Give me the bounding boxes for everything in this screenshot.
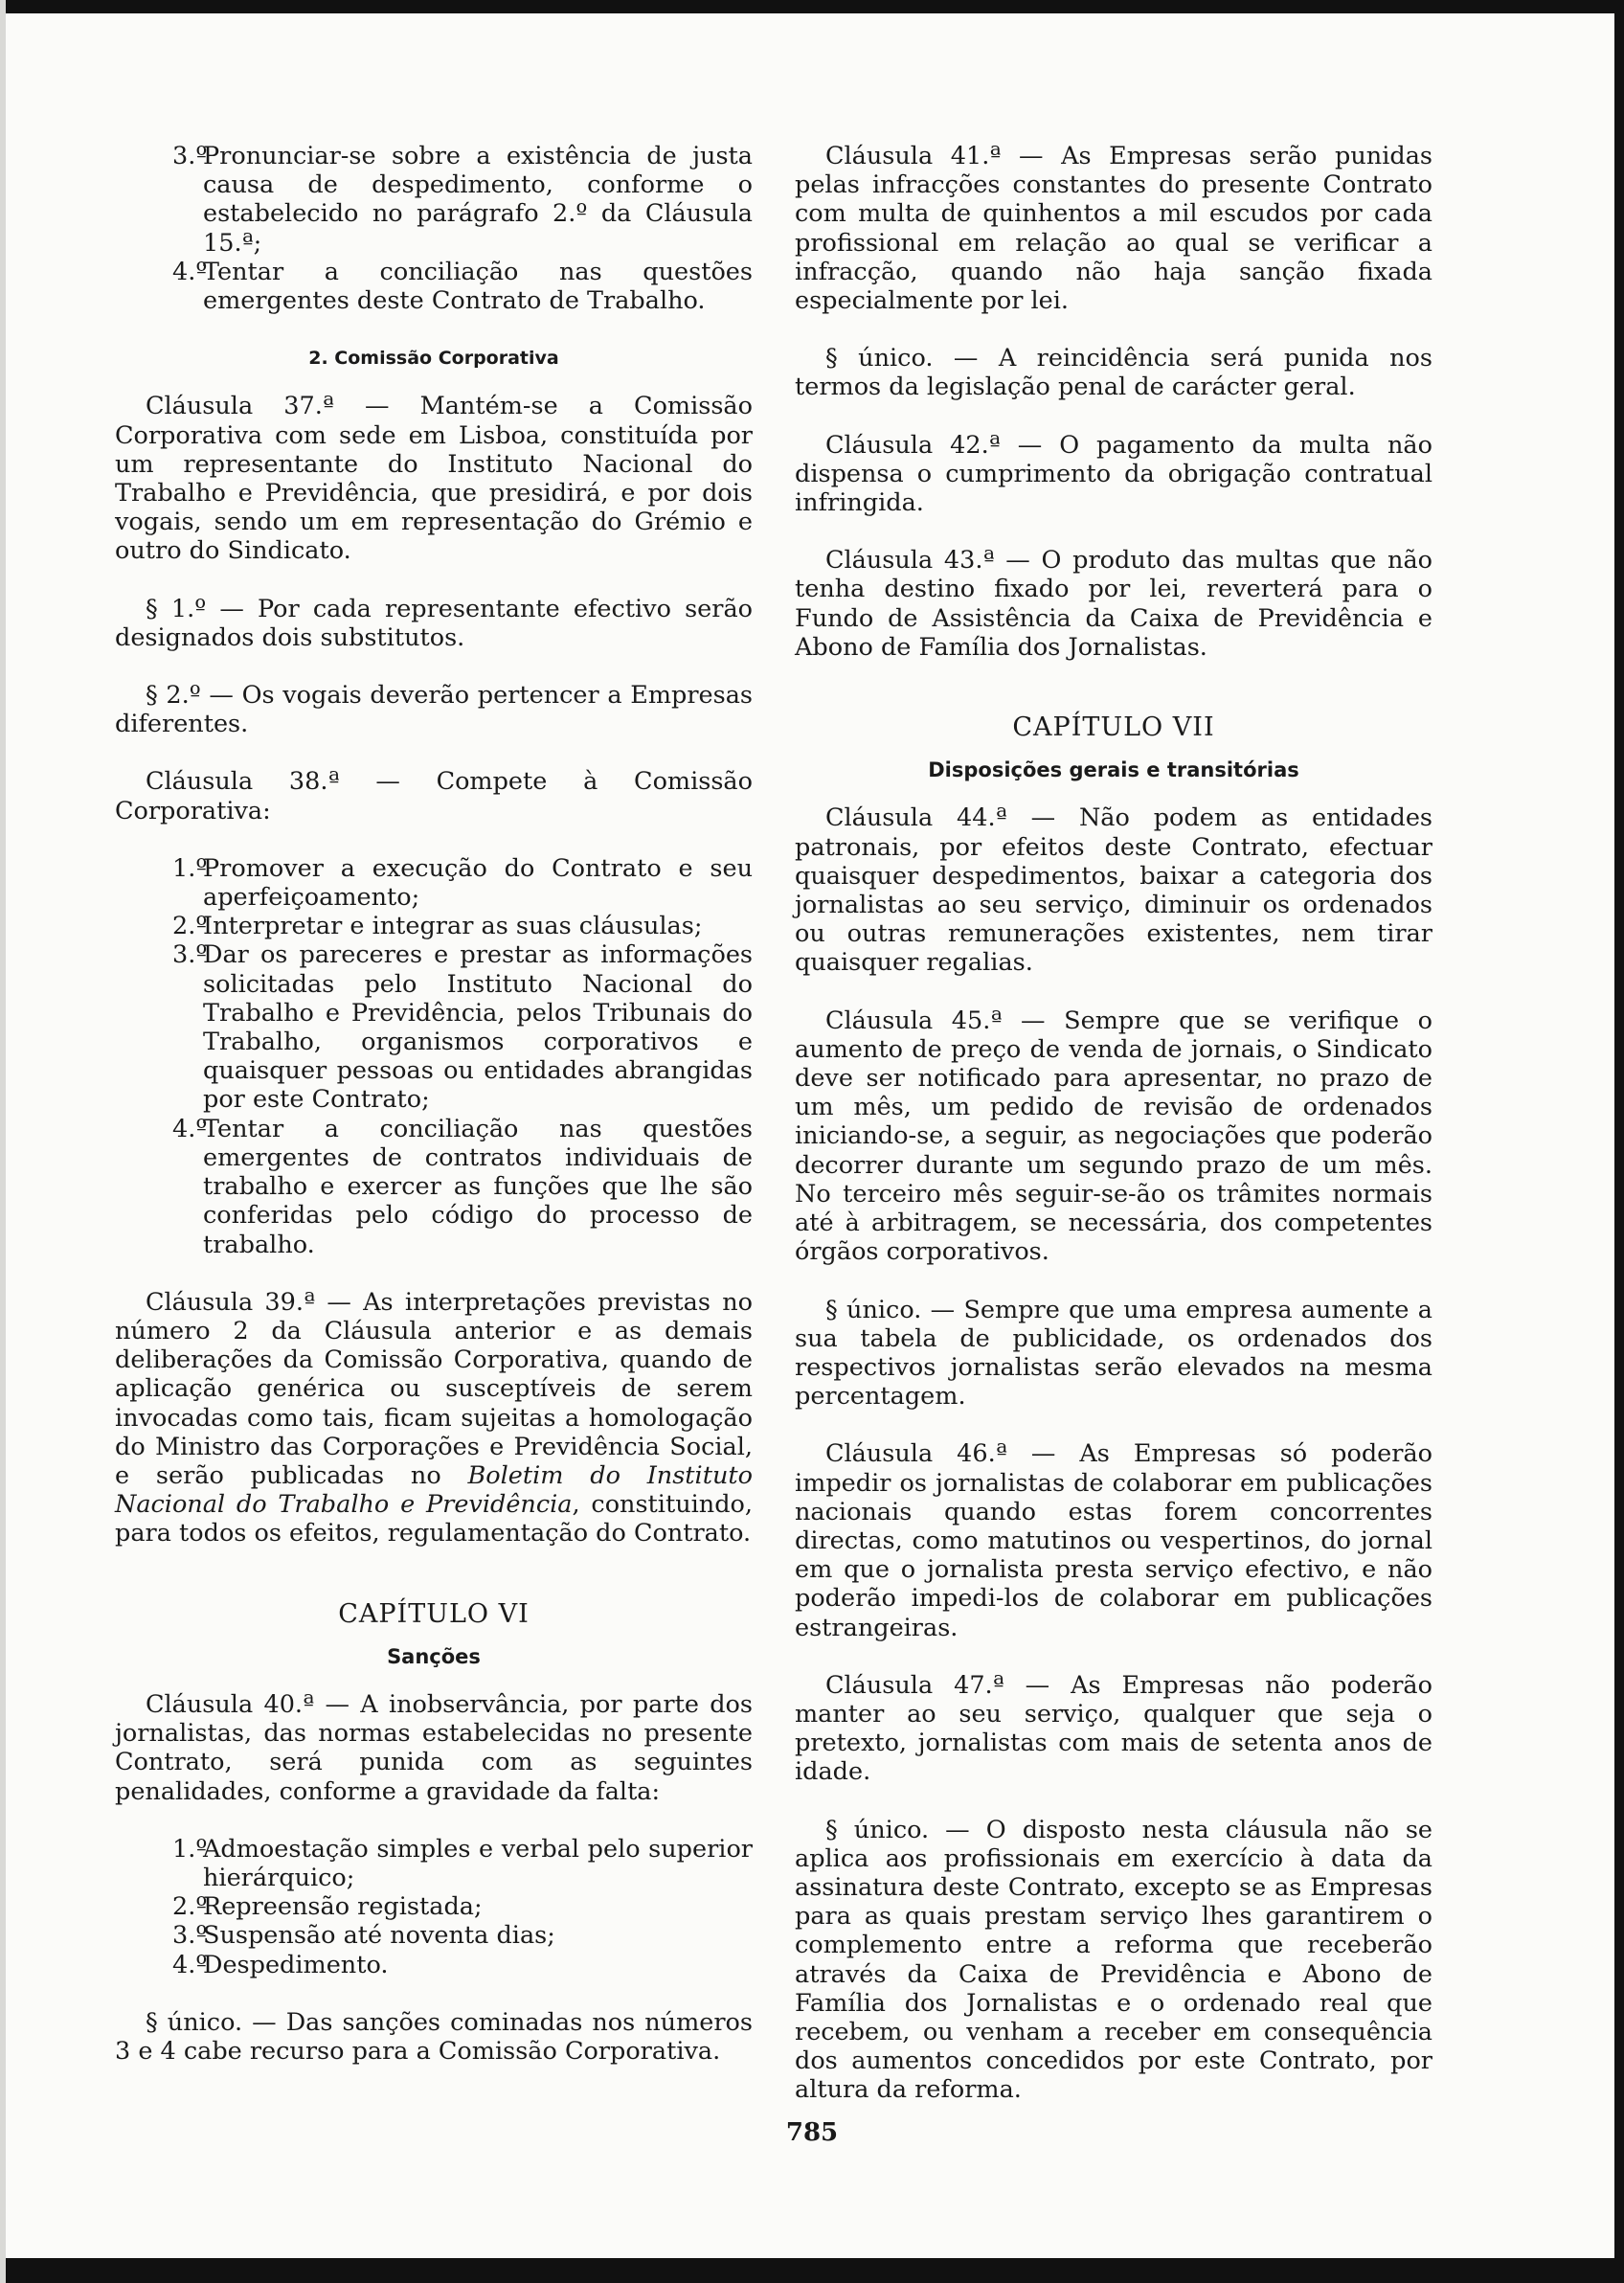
clause-37-paragraph-1: § 1.º — Por cada representante efectivo serão designados dois substitutos. [115,594,753,652]
list-item [115,854,753,912]
clause-45: Cláusula 45.ª — Sempre que se verifique o aumento de preço de venda de jornais, o Sindicato deve ser notificado para apresentar, no prazo de um mês, um pedido de revisão de ordenados iniciando-se, a seguir, as negociações que poderão decorrer durante um segundo prazo de um mês. No terceiro mês seguir-se-ão os trâmites normais até à arbitragem, se necessária, dos competentes órgãos corporativos. [795,1006,1432,1267]
list-text: Pronunciar-se sobre a existência de justa causa de despedimento, conforme o estabelecido no parágrafo 2.º da Cláusula 15.ª; [203,142,753,258]
list-number: 3.º [172,142,208,170]
list-number: 2.º [172,912,208,941]
clause-40: Cláusula 40.ª — A inobservância, por parte dos jornalistas, das normas estabelecidas no presente Contrato, será punida com as seguintes penalidades, conforme a gravidade da falta: [115,1689,753,1806]
list-text: Dar os pareceres e prestar as informações solicitadas pelo Instituto Nacional do Trabalho e Previdência, pelos Tribunais do Trabalho, organismos corporativos e quaisquer pessoas ou entidades abrangidas por este Contrato; [203,940,753,1115]
chapter-vi-subtitle: Sanções [387,1644,481,1668]
clause-40-unico: § único. — Das sanções cominadas nos números 3 e 4 cabe recurso para a Comissão Corporativa. [115,2007,753,2066]
list-text: Repreensão registada; [203,1892,483,1922]
clause-46: Cláusula 46.ª — As Empresas só poderão impedir os jornalistas de colaborar em publicações nacionais quando estas forem concorrentes directas, como matutinos ou vespertinos, do jornal em que o jornalista presta serviço efectivo, e não poderão impedi-los de colaborar em publicações estrangeiras. [795,1439,1432,1642]
page-number: 785 [785,2118,839,2147]
clause-39-text-b: , constituindo, para todos os efeitos, regulamentação do Contrato. [115,1490,753,1548]
chapter-vi-heading: CAPÍTULO VI [338,1598,530,1629]
scan-border-left [0,0,6,2283]
list-text: Tentar a conciliação nas questões emergentes deste Contrato de Trabalho. [203,257,753,316]
list-text: Suspensão até noventa dias; [203,1921,555,1951]
scan-border-top [0,0,1624,13]
list-item [115,142,753,258]
list-item [115,1835,753,1892]
list-number: 4.º [172,257,208,286]
list-number: 3.º [172,940,208,970]
chapter-vii-subtitle: Disposições gerais e transitórias [928,758,1299,782]
list-item [115,1921,753,1950]
list-item [115,1892,753,1921]
list-item [115,1951,753,1979]
clause-38: Cláusula 38.ª — Compete à Comissão Corporativa: [115,767,753,825]
list-text: Despedimento. [203,1950,389,1979]
clause-43: Cláusula 43.ª — O produto das multas que não tenha destino fixado por lei, reverterá para o Fundo de Assistência da Caixa de Previdência e Abono de Família dos Jornalistas. [795,546,1432,662]
list-item [115,1115,753,1259]
clause-39-text-a: Cláusula 39.ª — As interpretações previstas no número 2 da Cláusula anterior e as demais deliberações da Comissão Corporativa, quando de aplicação genérica ou susceptíveis de serem invocadas como tais, ficam sujeitas a homologação do Ministro das Corporações e Previdência Social, e serão publicadas no [115,1287,753,1490]
list-text: Interpretar e integrar as suas cláusulas; [203,912,703,941]
chapter-vii-heading: CAPÍTULO VII [1012,712,1215,743]
list-item [115,258,753,315]
list-number: 4.º [172,1950,208,1979]
clause-39-publication-title: Boletim do Instituto Nacional do Trabalho e Previdência [115,1460,753,1520]
list-number: 1.º [172,1834,208,1864]
clause-44: Cláusula 44.ª — Não podem as entidades patronais, por efeitos deste Contrato, efectuar quaisquer despedimentos, baixar a categoria dos jornalistas ao seu serviço, diminuir os ordenados ou outras remunerações existentes, nem tirar quaisquer regalias. [795,803,1432,978]
clause-41: Cláusula 41.ª — As Empresas serão punidas pelas infracções constantes do presente Contrato com multa de quinhentos a mil escudos por cada profissional em relação ao qual se verificar a infracção, quando não haja sanção fixada especialmente por lei. [795,142,1432,316]
clause-37: Cláusula 37.ª — Mantém-se a Comissão Corporativa com sede em Lisboa, constituída por um representante do Instituto Nacional do Trabalho e Previdência, que presidirá, e por dois vogais, sendo um em representação do Grémio e outro do Sindicato. [115,392,753,566]
clause-47-unico: § único. — O disposto nesta cláusula não se aplica aos profissionais em exercício à data da assinatura deste Contrato, excepto se as Empresas para as quais prestam serviço lhes garantirem o complemento entre a reforma que receberão através da Caixa de Previdência e Abono de Família dos Jornalistas e o ordenado real que recebem, ou venham a receber em consequência dos aumentos concedidos por este Contrato, por altura da reforma. [795,1815,1432,2105]
clause-42: Cláusula 42.ª — O pagamento da multa não dispensa o cumprimento da obrigação contratual infringida. [795,430,1432,518]
list-item [115,912,753,940]
list-text: Promover a execução do Contrato e seu aperfeiçoamento; [203,853,753,913]
clause-39 [115,1288,753,1548]
list-clause-38 [115,854,753,1259]
scan-border-right [1614,0,1624,2283]
list-number: 3.º [172,1921,208,1951]
clause-47: Cláusula 47.ª — As Empresas não poderão manter ao seu serviço, qualquer que seja o pretexto, jornalistas com mais de setenta anos de idade. [795,1670,1432,1787]
clause-37-paragraph-2: § 2.º — Os vogais deverão pertencer a Empresas diferentes. [115,681,753,739]
list-item [115,940,753,1114]
list-text: Tentar a conciliação nas questões emergentes de contratos individuais de trabalho e exercer as funções que lhe são conferidas pelo código do processo de trabalho. [203,1114,753,1259]
list-clause-40 [115,1835,753,1979]
list-number: 2.º [172,1892,208,1922]
list-number: 1.º [172,853,208,883]
list-commission-duties-continued [115,142,753,315]
clause-41-unico: § único. — A reincidência será punida nos termos da legislação penal de carácter geral. [795,344,1432,402]
list-text: Admoestação simples e verbal pelo superior hierárquico; [203,1834,753,1892]
section-heading-comissao-corporativa: 2. Comissão Corporativa [308,348,559,370]
scan-border-bottom [0,2258,1624,2283]
left-column [115,142,753,2094]
list-number: 4.º [172,1114,208,1143]
right-column [795,142,1432,2134]
clause-45-unico: § único. — Sempre que uma empresa aumente a sua tabela de publicidade, os ordenados dos respectivos jornalistas serão elevados na mesma percentagem. [795,1295,1432,1412]
